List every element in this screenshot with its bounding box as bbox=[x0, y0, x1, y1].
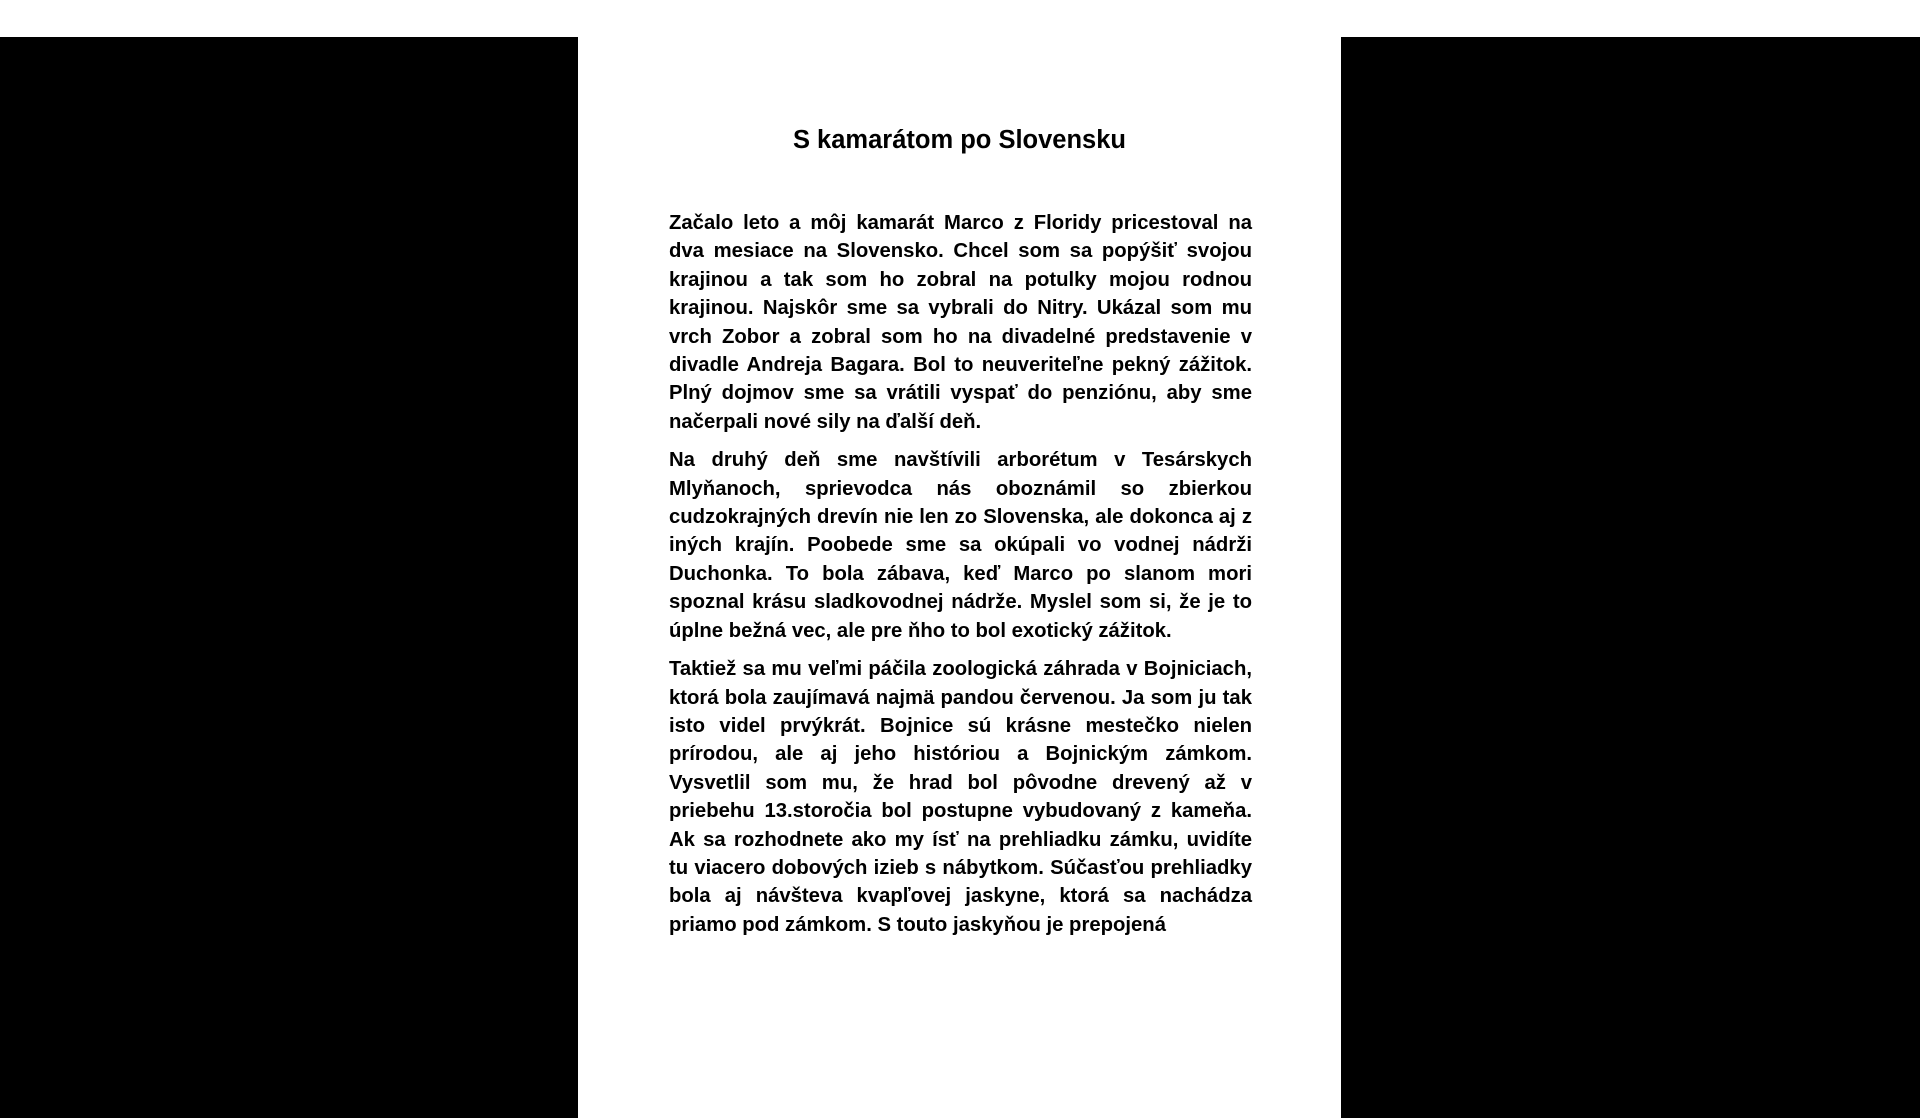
paragraph-3: Taktiež sa mu veľmi páčila zoologická záhrada v Bojniciach, ktorá bola zaujímavá najmä pandou červenou. Ja som ju tak isto videl prvýkrát. Bojnice sú krásne mestečko nielen prírodou, ale aj jeho históriou a Bojnickým zámkom. Vysvetlil som mu, že hrad bol pôvodne drevený až v priebehu 13.storočia bol postupne vybudovaný z kameňa. Ak sa rozhodnete ako my ísť na prehliadku zámku, uvidíte tu viacero dobových izieb s nábytkom. Súčasťou prehliadky bola aj návšteva kvapľovej jaskyne, ktorá sa nachádza priamo pod zámkom. S touto jaskyňou je prepojená bbox=[669, 658, 1252, 936]
document-title: S kamarátom po Slovensku bbox=[792, 126, 1127, 154]
paragraph-2: Na druhý deň sme navštívili arborétum v Tesárskych Mlyňanoch, sprievodca nás oboznámil so zbierkou cudzokrajných drevín nie len zo Slovenska, ale dokonca aj z iných krajín. Poobede sme sa okúpali vo vodnej nádrži Duchonka. To bola zábava, keď Marco po slanom mori spoznal krásu sladkovodnej nádrže. Myslel som si, že je to úplne bežná vec, ale pre ňho to bol exotický zážitok. bbox=[669, 449, 1252, 642]
document-viewer[interactable] bbox=[0, 37, 1920, 1118]
paragraph-1: Začalo leto a môj kamarát Marco z Floridy pricestoval na dva mesiace na Slovensko. Chcel som sa popýšiť svojou krajinou a tak som ho zobral na potulky mojou rodnou krajinou. Najskôr sme sa vybrali do Nitry. Ukázal som mu vrch Zobor a zobral som ho na divadelné predstavenie v divadle Andreja Bagara. Bol to neuveriteľne pekný zážitok. Plný dojmov sme sa vrátili vyspať do penziónu, aby sme načerpali nové sily na ďalší deň. bbox=[669, 212, 1252, 433]
document-body bbox=[669, 209, 1252, 949]
document-page bbox=[578, 37, 1341, 1118]
